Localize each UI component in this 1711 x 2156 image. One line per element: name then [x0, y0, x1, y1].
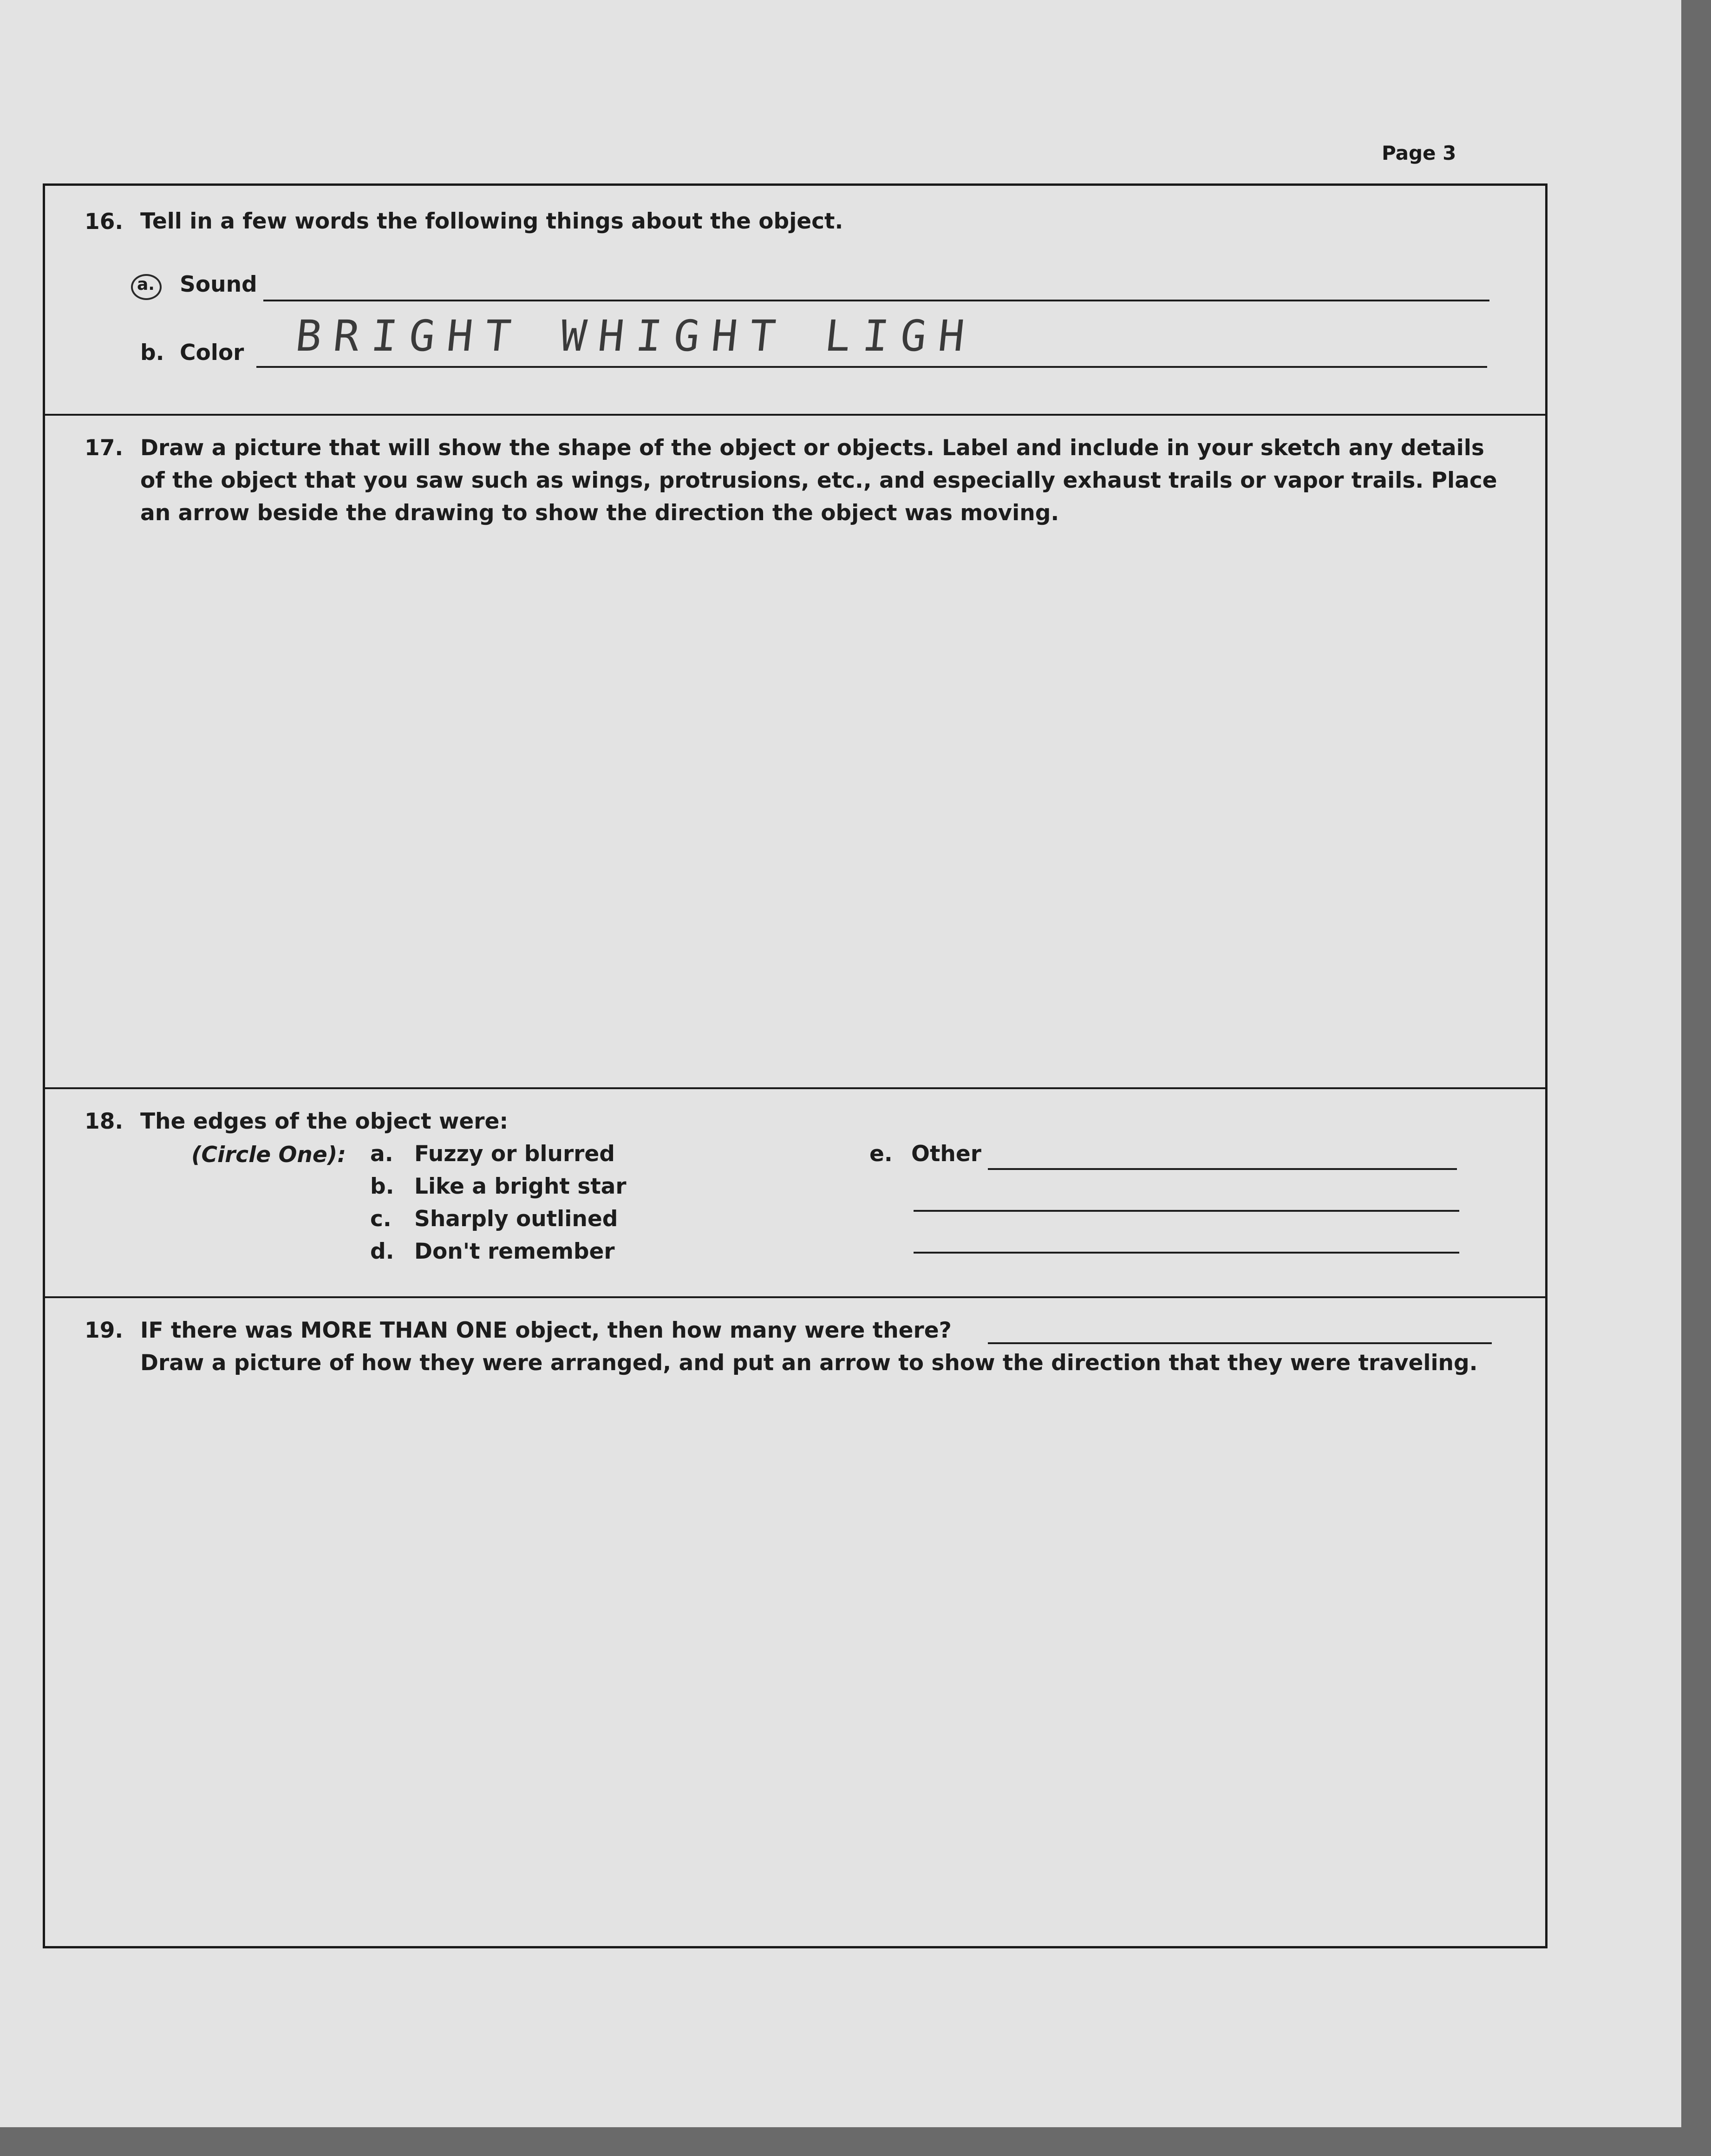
- circle-one-instruction: (Circle One):: [191, 1142, 346, 1168]
- option-c-letter: c.: [370, 1206, 392, 1232]
- option-e-text[interactable]: Other: [911, 1141, 981, 1167]
- question-16-number: 16.: [85, 209, 124, 235]
- sound-prefix: a.: [137, 275, 155, 294]
- question-17-line-3: an arrow beside the drawing to show the direction the object was moving.: [140, 500, 1059, 526]
- question-18-number: 18.: [85, 1109, 124, 1134]
- color-prefix: b.: [140, 340, 164, 366]
- question-17-line-2: of the object that you saw such as wings, protrusions, etc., and especially exhaust trails or vapor trails. Place: [140, 468, 1497, 493]
- form-frame: [43, 183, 1548, 1948]
- question-18-section: [45, 1089, 1545, 1298]
- question-17-number: 17.: [85, 435, 124, 461]
- sound-answer-line[interactable]: [263, 300, 1489, 301]
- option-d-text[interactable]: Don't remember: [414, 1239, 615, 1264]
- page-number: Page 3: [1382, 142, 1456, 164]
- object-count-answer-line[interactable]: [988, 1342, 1492, 1344]
- arrangement-drawing-area[interactable]: [91, 1396, 1499, 1930]
- option-e-letter: e.: [869, 1141, 893, 1167]
- color-answer-line[interactable]: [256, 366, 1487, 368]
- question-16-text: Tell in a few words the following things about the object.: [140, 209, 843, 234]
- question-19-line-1: IF there was MORE THAN ONE object, then how many were there?: [140, 1318, 952, 1343]
- drawing-area[interactable]: [91, 546, 1499, 1071]
- other-answer-line-3[interactable]: [914, 1252, 1459, 1254]
- question-16-section: [45, 186, 1545, 416]
- question-19-number: 19.: [85, 1318, 124, 1343]
- color-label: Color: [180, 340, 244, 366]
- option-b-text[interactable]: Like a bright star: [414, 1174, 627, 1199]
- option-b-letter: b.: [370, 1174, 394, 1199]
- option-a-letter: a.: [370, 1141, 393, 1167]
- option-a-text[interactable]: Fuzzy or blurred: [414, 1141, 615, 1167]
- option-c-text[interactable]: Sharply outlined: [414, 1206, 618, 1232]
- question-18-text: The edges of the object were:: [140, 1109, 509, 1134]
- question-17-section: [45, 416, 1545, 1089]
- option-d-letter: d.: [370, 1239, 394, 1264]
- sound-label: Sound: [180, 272, 257, 297]
- question-17-line-1: Draw a picture that will show the shape of the object or objects. Label and include in your sketch any details: [140, 435, 1484, 461]
- question-19-line-2: Draw a picture of how they were arranged, and put an arrow to show the direction that they were traveling.: [140, 1350, 1478, 1376]
- other-answer-line-2[interactable]: [914, 1210, 1459, 1212]
- question-19-section: [45, 1298, 1545, 1948]
- other-answer-line-1[interactable]: [988, 1168, 1457, 1170]
- color-handwritten-answer: BRIGHT WHIGHT LIGH: [293, 311, 979, 361]
